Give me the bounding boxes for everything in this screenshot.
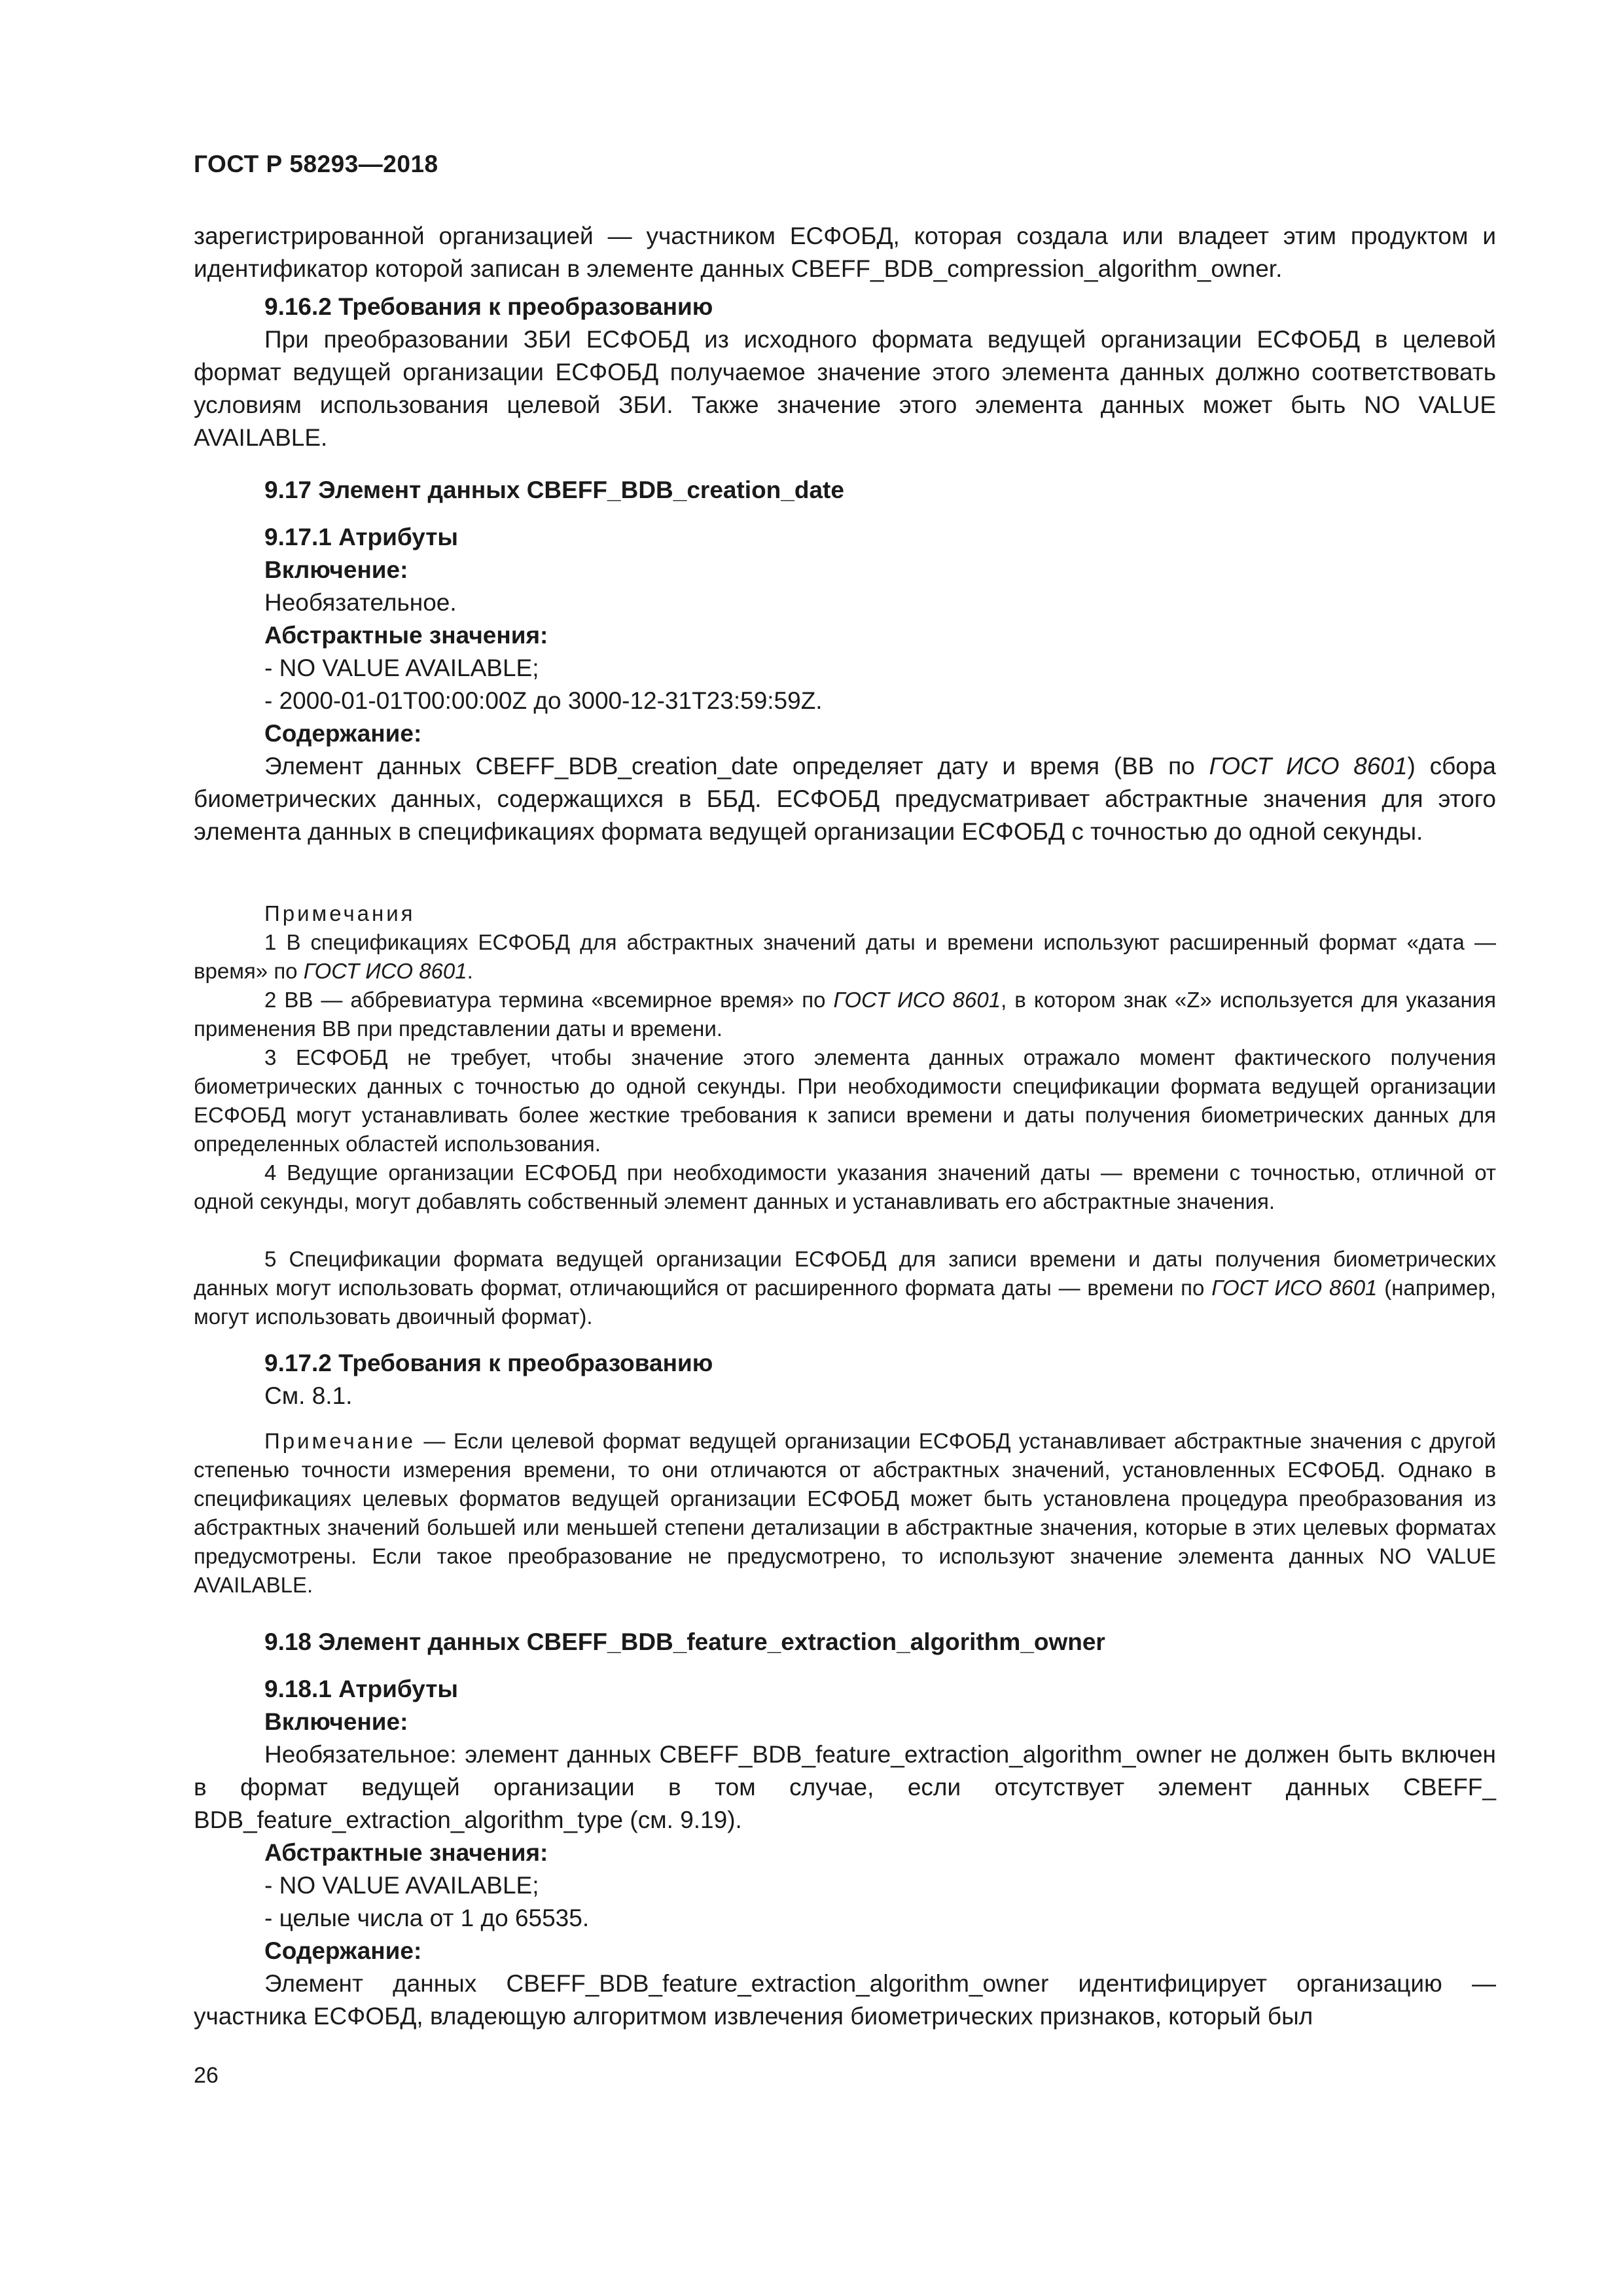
standard-reference: ГОСТ ИСО 8601 — [303, 959, 467, 983]
section-9-16-2-text: При преобразовании ЗБИ ЕСФОБД из исходного формата ведущей организации ЕСФОБД в целевой формат ведущей организации ЕСФОБД получаемое значение этого элемента данных должно соответствовать условиям использования целевой ЗБИ. Также значение этого элемента данных может быть NO VALUE AVAILABLE. — [194, 326, 1496, 451]
inclusion-value: Необязательное. — [264, 589, 457, 616]
section-9-16-2-heading: 9.16.2 Требования к преобразованию — [264, 293, 713, 320]
content-text-part: Элемент данных CBEFF_BDB_creation_date определяет дату и время (ВВ по — [264, 753, 1209, 780]
abstract-value-item: - целые числа от 1 до 65535. — [264, 1905, 590, 1931]
abstract-value-item: - NO VALUE AVAILABLE; — [264, 1872, 539, 1899]
standard-reference: ГОСТ ИСО 8601 — [1211, 1276, 1378, 1300]
section-9-17-heading: 9.17 Элемент данных CBEFF_BDB_creation_date — [264, 476, 844, 503]
inclusion-label: Включение: — [264, 556, 408, 583]
abstract-value-item: - NO VALUE AVAILABLE; — [264, 655, 539, 681]
note-text: , в котором знак «Z» используется для указания применения ВВ при представлении даты и времени. — [194, 988, 1496, 1041]
conversion-note — [194, 1427, 1496, 1600]
abstract-values-label: Абстрактные значения: — [264, 622, 548, 649]
note-text: 2 ВВ — аббревиатура термина «всемирное время» по — [264, 988, 834, 1012]
standard-reference: ГОСТ ИСО 8601 — [1209, 753, 1408, 780]
content-label: Содержание: — [264, 720, 422, 747]
abstract-value-item: - 2000-01-01T00:00:00Z до 3000-12-31T23:59:59Z. — [264, 687, 823, 714]
note-3: 3 ЕСФОБД не требует, чтобы значение этого элемента данных отражало момент фактического получения биометрических данных с точностью до одной секунды. При необходимости спецификации формата ведущей организации ЕСФОБД могут устанавливать более жесткие требования к записи времени и даты получения биометрических данных для определенных областей использования. — [194, 1045, 1496, 1156]
section-9-18-heading: 9.18 Элемент данных CBEFF_BDB_feature_extraction_algorithm_owner — [264, 1628, 1105, 1655]
intro-paragraph: зарегистрированной организацией — участником ЕСФОБД, которая создала или владеет этим продуктом и идентификатор которой записан в элементе данных CBEFF_BDB_compression_algorithm_owner. — [194, 223, 1496, 282]
note-2 — [194, 986, 1496, 1043]
content-text-part: ) сбора биометрических данных, содержащихся в ББД. ЕСФОБД предусматривает абстрактные значения для этого элемента данных в спецификациях формата ведущей организации ЕСФОБД с точностью до одной секунды. — [194, 753, 1496, 845]
note-label: Примечание — [264, 1429, 416, 1453]
abstract-values-label: Абстрактные значения: — [264, 1839, 548, 1866]
note-text: 1 В спецификациях ЕСФОБД для абстрактных значений даты и времени используют расширенный формат «дата — время» по — [194, 930, 1496, 983]
section-9-17-1-heading: 9.17.1 Атрибуты — [264, 524, 458, 550]
standard-reference: ГОСТ ИСО 8601 — [833, 988, 1001, 1012]
note-text: (например, могут использовать двоичный формат). — [194, 1276, 1497, 1329]
note-text: — Если целевой формат ведущей организации ЕСФОБД устанавливает абстрактные значения с другой степенью точности измерения времени, то они отличаются от абстрактных значений, установленных ЕСФОБД. Однако в спецификациях целевых форматов ведущей организации ЕСФОБД может быть установлена процедура преобразования из абстрактных значений большей или меньшей степени детализации в абстрактные значения, которые в этих целевых форматах предусмотрены. Если такое преобразование не предусмотрено, то используют значение элемента данных NO VALUE AVAILABLE. — [194, 1429, 1496, 1597]
note-4: 4 Ведущие организации ЕСФОБД при необходимости указания значений даты — времени с точностью, отличной от одной секунды, могут добавлять собственный элемент данных и устанавливать его абстрактные значения. — [194, 1160, 1496, 1213]
note-text: 5 Спецификации формата ведущей организации ЕСФОБД для записи времени и даты получения биометрических данных могут использовать формат, отличающийся от расширенного формата даты — времени по — [194, 1247, 1496, 1300]
page-number: 26 — [194, 2063, 219, 2088]
inclusion-value: Необязательное: элемент данных CBEFF_BDB_feature_extraction_algorithm_owner не должен быть включен в формат ведущей организации в том случае, если отсутствует элемент данных CBEFF_ BDB_feature_extraction_algorithm_type (см. 9.19). — [194, 1741, 1496, 1833]
note-5 — [194, 1245, 1496, 1331]
note-1 — [194, 928, 1496, 986]
section-9-18-1-heading: 9.18.1 Атрибуты — [264, 1676, 458, 1702]
section-9-17-2-text: См. 8.1. — [264, 1382, 353, 1409]
content-text: Элемент данных CBEFF_BDB_feature_extraction_algorithm_owner идентифицирует организацию — участника ЕСФОБД, владеющую алгоритмом извлечения биометрических признаков, который был — [194, 1970, 1496, 2030]
inclusion-label: Включение: — [264, 1708, 408, 1735]
content-label: Содержание: — [264, 1937, 422, 1964]
section-9-17-2-heading: 9.17.2 Требования к преобразованию — [264, 1350, 713, 1376]
notes-label: Примечания — [264, 901, 416, 925]
content-text — [194, 750, 1496, 848]
note-text: . — [467, 959, 473, 983]
document-code-header: ГОСТ Р 58293—2018 — [194, 151, 438, 177]
